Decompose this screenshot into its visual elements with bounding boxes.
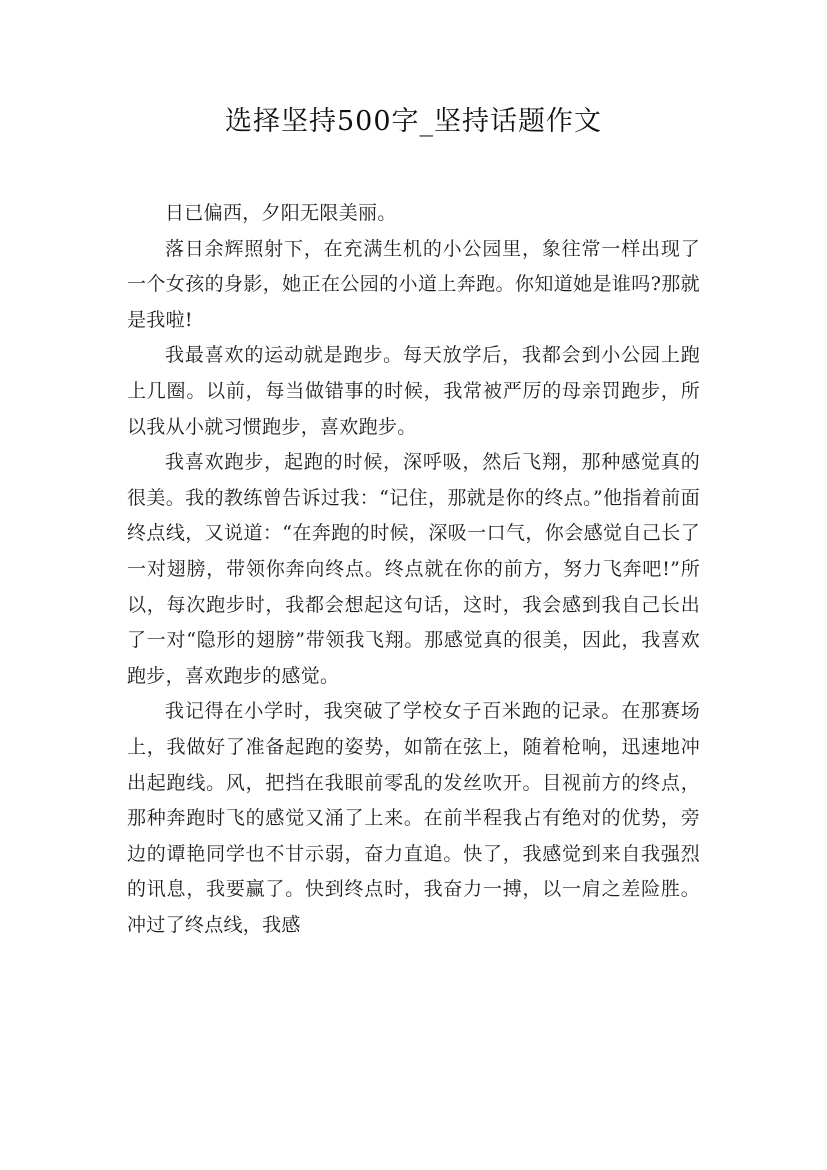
paragraph-4: 我喜欢跑步，起跑的时候，深呼吸，然后飞翔，那种感觉真的很美。我的教练曾告诉过我：“记住，那就是你的终点。”他指着前面终点线，又说道：“在奔跑的时候，深吸一口气，你会感觉自己长了一对翅膀，带领你奔向终点。终点就在你的前方，努力飞奔吧!”所以，每次跑步时，我都会想起这句话，这时，我会感到我自己长出了一对“隐形的翅膀”带领我飞翔。那感觉真的很美，因此，我喜欢跑步，喜欢跑步的感觉。 [127, 451, 700, 687]
paragraph-1: 日已偏西，夕阳无限美丽。 [165, 202, 397, 224]
paragraph-3: 我最喜欢的运动就是跑步。每天放学后，我都会到小公园上跑上几圈。以前，每当做错事的时候，我常被严厉的母亲罚跑步，所以我从小就习惯跑步，喜欢跑步。 [127, 344, 700, 438]
article-body [127, 196, 700, 943]
page-title: 选择坚持500字_坚持话题作文 [224, 106, 603, 137]
paragraph-2: 落日余辉照射下，在充满生机的小公园里，象往常一样出现了一个女孩的身影，她正在公园的小道上奔跑。你知道她是谁吗?那就是我啦! [127, 237, 700, 331]
paragraph-5: 我记得在小学时，我突破了学校女子百米跑的记录。在那赛场上，我做好了准备起跑的姿势，如箭在弦上，随着枪响，迅速地冲出起跑线。风，把挡在我眼前零乱的发丝吹开。目视前方的终点，那种奔跑时飞的感觉又涌了上来。在前半程我占有绝对的优势，旁边的谭艳同学也不甘示弱，奋力直追。快了，我感觉到来自我强烈的讯息，我要赢了。快到终点时，我奋力一搏，以一肩之差险胜。冲过了终点线，我感 [127, 700, 700, 936]
